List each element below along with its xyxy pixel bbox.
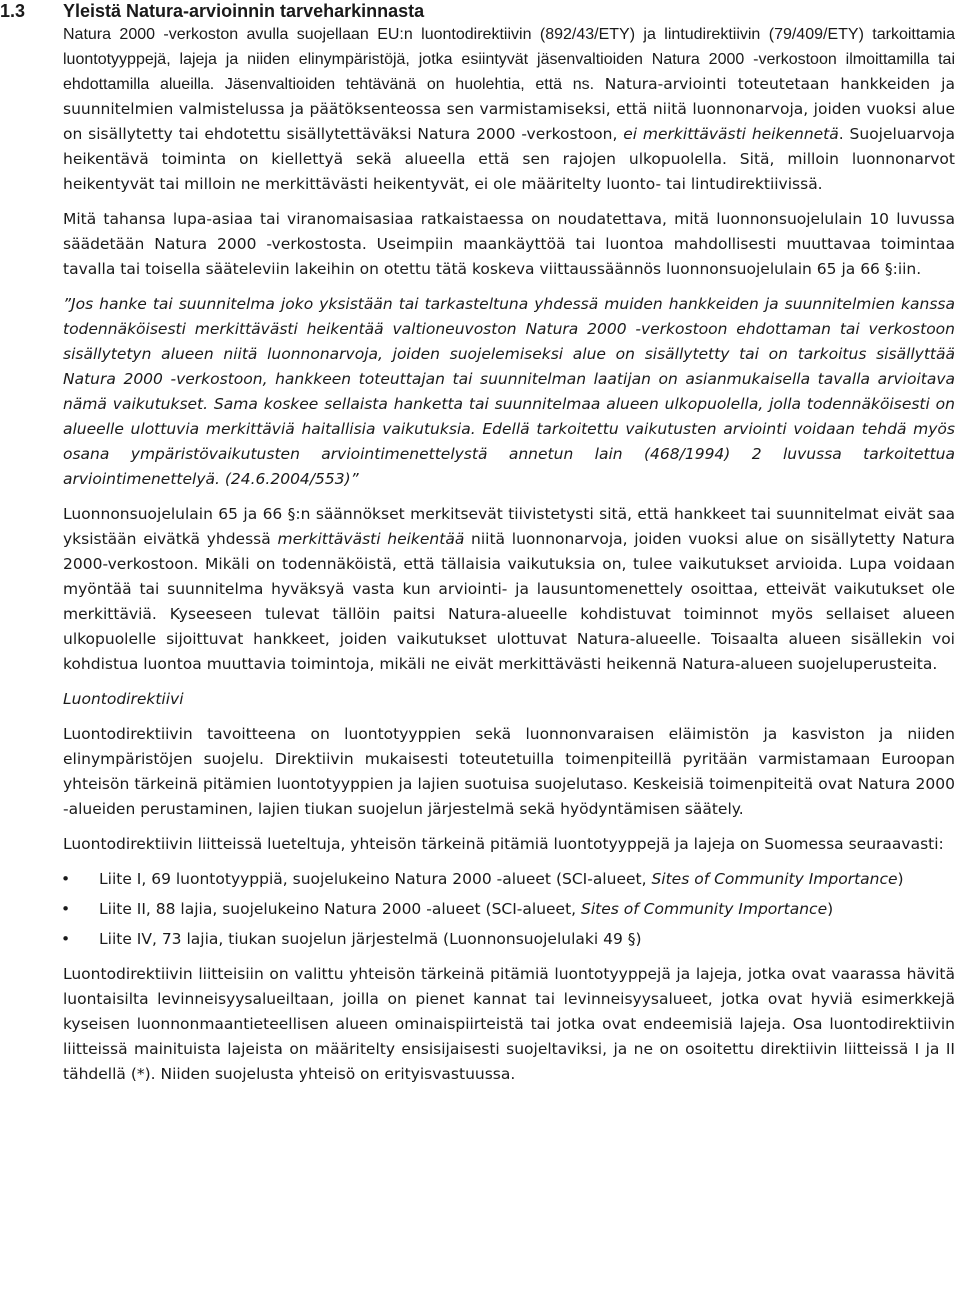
bullet-icon: • [61,870,71,888]
document-body [63,22,955,1097]
paragraph-law-summary-start: Luonnonsuojelulain 65 ja 66 §:n säännökset merkitsevät tiivistetysti sitä, että hankkeet tai suunnitelmat eivät saa yksistään eivätkä yhdessä [63,505,955,548]
section-heading [0,0,960,22]
list-item: • Liite II, 88 lajia, suojelukeino Natura 2000 -alueet (SCI-alueet, Sites of Community Importance) [63,897,955,922]
law-quote: ”Jos hanke tai suunnitelma joko yksistään tai tarkasteltuna yhdessä muiden hankkeiden ja suunnitelmien kanssa todennäköisesti merkittävästi heikentää valtioneuvoston Natura 2000 -verkostoon ehdottaman tai verkostoon sisällytetyn alueen niitä luonnonarvoja, joiden suojelemiseksi alue on sisällytetty tai on tarkoitus sisällyttää Natura 2000 -verkostoon, hankkeen toteuttajan tai suunnitelman laatijan on asianmukaisella tavalla arvioitava nämä vaikutukset. Sama koskee sellaista hanketta tai suunnitelmaa alueen ulkopuolella, jolla todennäköisesti on alueelle ulottuvia merkittäviä haitallisia vaikutuksia. Edellä tarkoitettu vaikutusten arviointi voidaan tehdä myös osana ympäristövaikutusten arviointimenettelystä annetun lain (468/1994) 2 luvussa tarkoitettua arviointimenettelyä. (24.6.2004/553)” [63,295,955,488]
paragraph-assessment-text: Natura-arviointi toteutetaan hankkeiden ja suunnitelmien valmistelussa ja päätöksenteossa sen varmistamiseksi, että niitä luonnonarvoja, joiden vuoksi alue on sisällytetty tai ehdotettu sisällytettäväksi Natura 2000 -verkostoon, [63,75,955,143]
bullet-icon: • [61,900,71,918]
paragraph-protection-text: . Suojeluarvoja heikentävä toiminta on kiellettyä sekä alueella että sen rajojen ulkopuolella. Sitä, milloin luonnonarvot heikentyvät tai milloin ne merkittävästi heikentyvät, ei ole määritelty luonto- tai lintudirektiivissä. [63,125,955,193]
paragraph-directive-goal: Luontodirektiivin tavoitteena on luontotyyppien sekä luonnonvaraisen eläimistön ja kasviston ja niiden elinympäristöjen suojelu. Direktiivin mukaisesti toteutetuilla toimenpiteillä pyritään varmistamaan Euroopan yhteisön tärkeinä pitämien luontotyyppien ja lajien suotuisa suojelutaso. Keskeisiä toimenpiteitä ovat Natura 2000 -alueiden perustaminen, lajien tiukan suojelun järjestelmä sekä hyödyntämisen säätely. [63,725,955,818]
annex-list [63,867,955,952]
bullet-icon: • [61,930,71,948]
paragraph-permit-matters: Mitä tahansa lupa-asiaa tai viranomaisasiaa ratkaistaessa on noudatettava, mitä luonnonsuojelulain 10 luvussa säädetään Natura 2000 -verkostosta. Useimpiin maankäyttöä tai luontoa mahdollisesti muuttavaa toimintaa tavalla tai toisella sääteleviin lakeihin on otettu tätä koskeva viittaussäännös luonnonsuojelulain 65 ja 66 §:iin. [63,210,955,278]
paragraph-annex-intro: Luontodirektiivin liitteissä lueteltuja, yhteisön tärkeinä pitämiä luontotyyppejä ja lajeja on Suomessa seuraavasti: [63,835,944,853]
paragraph-law-summary [63,502,955,677]
paragraph-intro-text: Natura 2000 -verkoston avulla suojellaan EU:n luontodirektiivin (892/43/ETY) ja lintudirektiivin (79/409/ETY) tarkoittamia luontotyyppejä, lajeja ja niiden elinympäristöjä, jotka esiintyvät jäsenvaltioiden Natura 2000 -verkostoon ilmoittamilla tai ehdottamilla alueilla. Jäsenvaltioiden tehtävänä on huolehtia, että ns. [63,26,955,93]
emphasis-not-significantly-weakened: ei merkittävästi heikennetä [623,125,839,143]
paragraph-law-summary-end: niitä luonnonarvoja, joiden vuoksi alue on sisällytetty Natura 2000-verkostoon. Mikäli on todennäköistä, että tällaisia vaikutuksia on, tulee vaikutukset arvioida. Lupa voidaan myöntää tai suunnitelma hyväksyä vasta kun arviointi- ja lausuntomenettely osoittaa, etteivät vaikutukset ole merkittäviä. Kyseeseen tulevat tällöin paitsi Natura-alueelle kohdistuvat toiminnot myös sellaiset alueen ulkopuolelle sijoittuvat hankkeet, joiden vaikutukset ulottuvat Natura-alueelle. Toisaalta alueen sisällekin voi kohdistua luontoa muuttavia toimintoja, mikäli ne eivät merkittävästi heikennä Natura-alueen suojeluperusteita. [63,530,956,673]
subheading-habitats-directive: Luontodirektiivi [63,690,184,708]
section-number: 1.3 [0,1,26,21]
list-item: • Liite I, 69 luontotyyppiä, suojelukeino Natura 2000 -alueet (SCI-alueet, Sites of Community Importance) [63,867,955,892]
paragraph-natura-intro [63,22,955,197]
emphasis-significantly-weaken: merkittävästi heikentää [277,530,465,548]
paragraph-annex-selection: Luontodirektiivin liitteisiin on valittu yhteisön tärkeinä pitämiä luontotyyppejä ja lajeja, jotka ovat vaarassa hävitä luontaisilta levinneisyysalueiltaan, joilla on pienet kannat tai levinneisyysalueet, jotka ovat hyviä esimerkkejä kyseisen luonnonmaantieteellisen alueen ominaispiirteistä tai jotka ovat endeemisiä lajeja. Osa luontodirektiivin liitteissä mainituista lajeista on määritelty ensisijaisesti suojeltaviksi, ja ne on osoitettu direktiivin liitteissä I ja II tähdellä (*). Niiden suojelusta yhteisö on erityisvastuussa. [63,965,955,1083]
section-title: Yleistä Natura-arvioinnin tarveharkinnasta [63,1,425,21]
list-item: • Liite IV, 73 lajia, tiukan suojelun järjestelmä (Luonnonsuojelulaki 49 §) [63,927,955,952]
